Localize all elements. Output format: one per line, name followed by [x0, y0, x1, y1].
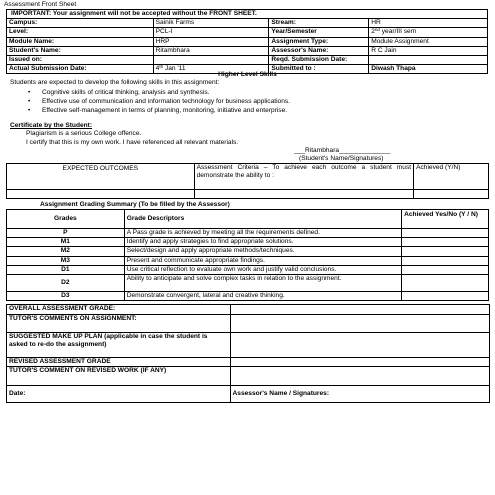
- grading-summary-table: [6, 209, 489, 301]
- front-sheet-notice: IMPORTANT: Your assignment will not be accepted without the FRONT SHEET.: [7, 10, 488, 19]
- table-row: [7, 238, 489, 247]
- front-sheet-row: [7, 37, 488, 46]
- grade-achieved-cell[interactable]: [402, 274, 489, 291]
- expected-outcomes-header: EXPECTED OUTCOMES: [7, 164, 195, 190]
- grade-code: P: [7, 229, 125, 238]
- table-row: [7, 274, 489, 291]
- grading-summary-title: Assignment Grading Summary (To be filled by the Assessor): [40, 201, 230, 208]
- grade-achieved-cell[interactable]: [402, 229, 489, 238]
- revised-grade-field[interactable]: [230, 358, 489, 367]
- student-name-label: Student's Name:: [7, 46, 154, 55]
- campus-value: Sainik Farms: [153, 19, 269, 28]
- grade-achieved-cell[interactable]: [402, 238, 489, 247]
- year-semester-value: [369, 28, 488, 37]
- skills-intro: Students are expected to develop the following skills in this assignment:: [10, 79, 220, 86]
- table-row: [7, 229, 489, 238]
- stream-value: HR: [369, 19, 488, 28]
- submitted-to-value: Diwash Thapa: [369, 65, 488, 74]
- grade-achieved-cell[interactable]: [402, 265, 489, 274]
- achieved-header: Achieved (Y/N): [414, 164, 489, 190]
- skills-list: [28, 88, 290, 116]
- student-signature: ___Ritambhara______________: [294, 147, 391, 154]
- grade-descriptor: Present and communicate appropriate findings.: [124, 256, 401, 265]
- reqd-submission-date-value: [369, 56, 488, 65]
- overall-grade-label: OVERALL ASSESSMENT GRADE:: [7, 305, 231, 315]
- certificate-line-plagiarism: Plagiarism is a serious College offence.: [26, 130, 142, 137]
- front-sheet-table: [6, 9, 488, 74]
- assessment-criteria-header: Assessment Criteria – To achieve each outcome a student must demonstrate the ability to :: [194, 164, 414, 190]
- assessor-name-value: R C Jain: [369, 46, 488, 55]
- grade-code: M1: [7, 238, 125, 247]
- outcome-cell[interactable]: [7, 190, 195, 199]
- stream-label: Stream:: [269, 19, 369, 28]
- achieved-cell[interactable]: [414, 190, 489, 199]
- outcomes-table: [6, 163, 489, 199]
- front-sheet-row: [7, 46, 488, 55]
- grade-descriptor: Ability to anticipate and solve complex tasks in relation to the assignment.: [124, 274, 401, 291]
- grade-code: M3: [7, 256, 125, 265]
- year-number: 2: [371, 28, 375, 36]
- grade-code: M2: [7, 247, 125, 256]
- date-label: Date:: [7, 386, 231, 403]
- makeup-plan-field[interactable]: [230, 333, 489, 358]
- grade-descriptor: Select/design and apply appropriate methods/techniques.: [124, 247, 401, 256]
- overall-grade-field[interactable]: [230, 305, 489, 315]
- table-row: [7, 291, 489, 300]
- assessor-signature-label: Assessor's Name / Signatures:: [230, 386, 489, 403]
- achieved-yes-no-header: Achieved Yes/No (Y / N): [402, 210, 489, 229]
- front-sheet-row: [7, 56, 488, 65]
- tutor-revised-comment-field[interactable]: [230, 367, 489, 386]
- issued-on-label: Issued on:: [7, 56, 154, 65]
- issued-on-value: [153, 56, 269, 65]
- table-row: [7, 247, 489, 256]
- campus-label: Campus:: [7, 19, 154, 28]
- submission-day: 4: [155, 65, 160, 73]
- assessment-table: [6, 304, 490, 403]
- tutor-comments-field[interactable]: [230, 315, 489, 333]
- module-name-label: Module Name:: [7, 37, 154, 46]
- list-item: • Effective use of communication and information technology for business applications.: [28, 97, 290, 106]
- makeup-plan-label: SUGGESTED MAKE UP PLAN (applicable in case the student is asked to re-do the assignment): [7, 333, 231, 358]
- tutor-revised-comment-label: TUTOR'S COMMENT ON REVISED WORK (IF ANY): [7, 367, 231, 386]
- grade-achieved-cell[interactable]: [402, 291, 489, 300]
- year-suffix: nd: [374, 27, 380, 33]
- front-sheet-row: [7, 28, 488, 37]
- table-row: [7, 256, 489, 265]
- submission-day-suffix: th: [159, 64, 164, 70]
- student-name-value: Ritambhara: [153, 46, 269, 55]
- level-value: PCL-I: [153, 28, 269, 37]
- grade-achieved-cell[interactable]: [402, 247, 489, 256]
- assessor-name-label: Assessor's Name:: [269, 46, 369, 55]
- descriptors-header: Grade Descriptors: [124, 210, 401, 229]
- grades-header: Grades: [7, 210, 125, 229]
- module-name-value: HRP: [153, 37, 269, 46]
- grade-descriptor: Demonstrate convergent, lateral and creative thinking.: [124, 291, 401, 300]
- grade-code: D1: [7, 265, 125, 274]
- certificate-line-own-work: I certify that this is my own work. I have referenced all relevant materials.: [26, 139, 239, 146]
- assignment-type-value: Module Assignment: [369, 37, 488, 46]
- submitted-to-label: Submitted to :: [269, 65, 369, 74]
- level-label: Level:: [7, 28, 154, 37]
- grade-descriptor: Use critical reflection to evaluate own work and justify valid conclusions.: [124, 265, 401, 274]
- criteria-cell[interactable]: [194, 190, 414, 199]
- student-signature-caption: (Student's Name/Signatures): [299, 155, 384, 162]
- year-semester-text: year/III sem: [379, 28, 417, 36]
- table-row: [7, 265, 489, 274]
- grade-code: D3: [7, 291, 125, 300]
- actual-submission-date-label: Actual Submission Date:: [7, 65, 154, 74]
- grade-achieved-cell[interactable]: [402, 256, 489, 265]
- grade-descriptor: A Pass grade is achieved by meeting all the requirements defined.: [124, 229, 401, 238]
- assignment-type-label: Assignment Type:: [269, 37, 369, 46]
- grade-descriptor: Identify and apply strategies to find appropriate solutions.: [124, 238, 401, 247]
- certificate-heading: Certificate by the Student:: [10, 122, 93, 129]
- grade-code: D2: [7, 274, 125, 291]
- table-row: [7, 190, 489, 199]
- higher-level-skills-title: Higher Level Skills: [218, 71, 277, 78]
- reqd-submission-date-label: Reqd. Submission Date:: [269, 56, 369, 65]
- list-item: • Effective self-management in terms of planning, monitoring, initiative and enterprise.: [28, 106, 290, 115]
- submission-month-year: Jan '11: [163, 65, 186, 73]
- front-sheet-row: [7, 19, 488, 28]
- year-semester-label: Year/Semester: [269, 28, 369, 37]
- revised-grade-label: REVISED ASSESSMENT GRADE: [7, 358, 231, 367]
- page-title: Assessment Front Sheet: [4, 1, 77, 8]
- list-item: • Cognitive skills of critical thinking, analysis and synthesis.: [28, 88, 290, 97]
- tutor-comments-label: TUTOR'S COMMENTS ON ASSIGNMENT:: [7, 315, 231, 333]
